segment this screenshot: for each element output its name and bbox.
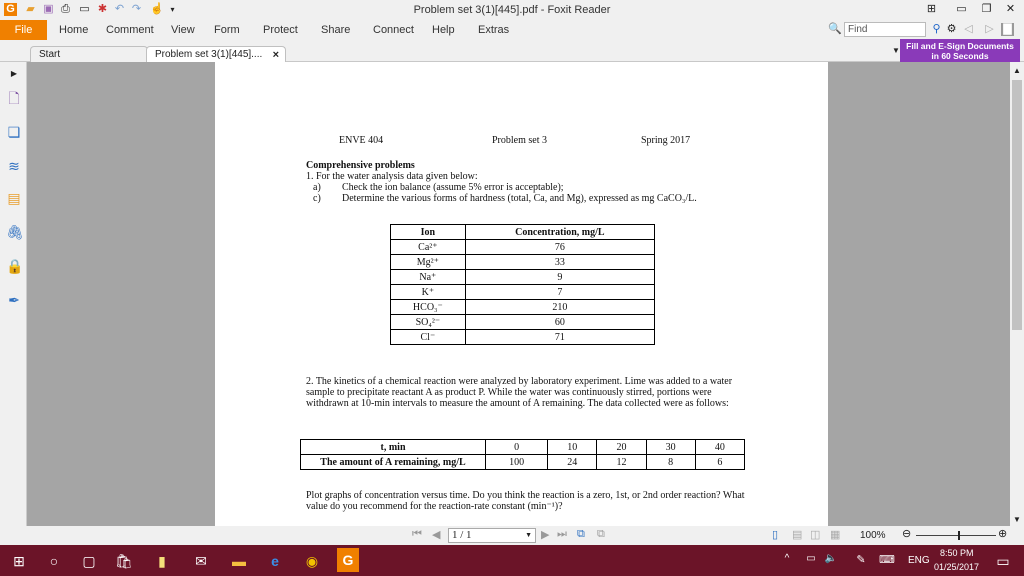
table-cell: 71 <box>465 330 654 345</box>
table-cell: 24 <box>548 455 597 470</box>
tab-document[interactable] <box>146 46 286 62</box>
continuous-facing-icon[interactable]: ▦ <box>830 529 841 541</box>
menu-connect[interactable]: Connect <box>373 24 414 36</box>
menu-comment[interactable]: Comment <box>106 24 154 36</box>
battery-icon[interactable]: ▭ <box>806 553 816 564</box>
back-icon[interactable]: ◁ <box>964 23 973 35</box>
menu-protect[interactable]: Protect <box>263 24 298 36</box>
save-icon[interactable]: ▣ <box>43 3 54 15</box>
zoom-out-icon[interactable]: ⊖ <box>902 528 912 540</box>
table-cell: SO₄²⁻ <box>391 315 466 330</box>
language-indicator[interactable]: ENG <box>908 555 930 566</box>
table-cell: 12 <box>597 455 646 470</box>
item-a-text: Check the ion balance (assume 5% error is acceptable); <box>342 182 564 193</box>
bookmark-icon[interactable]: 🗋 <box>8 90 20 106</box>
foxit-taskbar-icon[interactable]: G <box>337 548 359 572</box>
tab-label: Start <box>39 49 61 60</box>
cortana-icon[interactable]: ○ <box>49 553 59 569</box>
page-dropdown-icon[interactable]: ▼ <box>525 531 532 539</box>
undo-icon[interactable]: ↶ <box>114 3 125 15</box>
expand-panel-icon[interactable]: ▶ <box>10 69 18 78</box>
semester: Spring 2017 <box>641 135 691 146</box>
menu-share[interactable]: Share <box>321 24 351 36</box>
table-cell: 9 <box>465 270 654 285</box>
table-cell: 7 <box>465 285 654 300</box>
table-cell: The amount of A remaining, mg/L <box>301 455 486 470</box>
menu-help[interactable]: Help <box>432 24 455 36</box>
next-view-icon[interactable]: ⧉ <box>597 528 605 540</box>
table-row <box>391 315 655 330</box>
keyboard-icon[interactable]: ⌨ <box>879 554 895 566</box>
column-header: Concentration, mg/L <box>465 225 654 240</box>
zoom-slider-handle[interactable] <box>958 531 960 540</box>
problem-1-text: 1. For the water analysis data given below: <box>306 171 478 182</box>
pdf-page <box>215 62 828 526</box>
item-c-text: Determine the various forms of hardness (total, Ca, and Mg), expressed as mg CaCO₃/L. <box>342 193 697 204</box>
table-cell: 100 <box>486 455 548 470</box>
mail-icon[interactable]: ✉ <box>195 553 207 569</box>
first-page-icon[interactable]: ⏮ <box>412 528 422 540</box>
table-row <box>301 440 745 455</box>
email-icon[interactable]: ▭ <box>79 3 90 15</box>
section-heading: Comprehensive problems <box>306 160 415 171</box>
taskbar <box>0 545 1024 576</box>
task-view-icon[interactable]: ▢ <box>82 553 96 569</box>
clock-time[interactable]: 8:50 PM <box>940 548 974 558</box>
table-cell: Ca²⁺ <box>391 240 466 255</box>
gear-icon[interactable]: ⚙ <box>946 23 957 35</box>
tab-bar <box>0 40 1024 62</box>
security-lock-icon[interactable]: 🔒 <box>6 258 24 274</box>
promo-banner[interactable] <box>900 39 1020 62</box>
table-cell: 10 <box>548 440 597 455</box>
tab-list-dropdown-icon[interactable]: ▼ <box>892 46 900 55</box>
file-explorer-icon[interactable]: ▬ <box>232 553 246 569</box>
windows-start-icon[interactable]: ⊞ <box>13 553 25 569</box>
table-cell: 8 <box>646 455 695 470</box>
zoom-in-icon[interactable]: ⊕ <box>998 528 1008 540</box>
page-number-input[interactable] <box>448 528 536 543</box>
prev-page-icon[interactable]: ◀ <box>432 529 441 541</box>
kinetics-table <box>300 439 745 470</box>
continuous-icon[interactable]: ▤ <box>792 529 803 541</box>
problem-2-text: 2. The kinetics of a chemical reaction were analyzed by laboratory experiment. Lime was added to a water sample to precipitate reactant A as product P. While the water was continuously stirred, portions were withdrawn at 10-min intervals to measure the amount of A remaining. The data collected were as follows: <box>306 376 733 409</box>
open-icon[interactable]: ▰ <box>26 3 35 15</box>
table-row <box>391 240 655 255</box>
ion-table <box>390 224 655 345</box>
title-bar <box>0 0 1024 20</box>
table-row <box>391 285 655 300</box>
forward-icon[interactable]: ▷ <box>985 23 994 35</box>
signature-icon[interactable]: ✒ <box>8 292 20 308</box>
navigation-panel <box>0 62 27 526</box>
table-header-row <box>391 225 655 240</box>
minimize-button[interactable]: ▭ <box>956 3 967 15</box>
table-cell: 210 <box>465 300 654 315</box>
table-cell: 6 <box>695 455 744 470</box>
table-cell: Na⁺ <box>391 270 466 285</box>
table-row <box>391 270 655 285</box>
chrome-icon[interactable]: ◉ <box>305 553 319 569</box>
single-page-icon[interactable]: ▯ <box>772 529 779 541</box>
column-header: Ion <box>391 225 466 240</box>
course-code: ENVE 404 <box>339 135 384 146</box>
search-folder-icon[interactable]: 🔍 <box>828 23 842 35</box>
table-cell: 0 <box>486 440 548 455</box>
menu-extras[interactable]: Extras <box>478 24 510 36</box>
volume-icon[interactable]: 🔈 <box>824 553 838 564</box>
layers-icon[interactable]: ≋ <box>8 158 20 174</box>
table-cell: t, min <box>301 440 486 455</box>
restore-button[interactable]: ❐ <box>981 3 992 15</box>
sticky-notes-icon[interactable]: ▮ <box>158 553 166 569</box>
table-row <box>391 255 655 270</box>
table-cell: 76 <box>465 240 654 255</box>
edge-icon[interactable]: e <box>271 553 279 569</box>
table-cell: 30 <box>646 440 695 455</box>
table-cell: Mg²⁺ <box>391 255 466 270</box>
print-icon[interactable]: ⎙ <box>61 3 70 15</box>
table-cell: K⁺ <box>391 285 466 300</box>
show-hidden-icons[interactable]: ^ <box>784 553 790 564</box>
window-title: Problem set 3(1)[445].pdf - Foxit Reader <box>413 4 611 16</box>
problem-2-question: Plot graphs of concentration versus time. Do you think the reaction is a zero, 1st, or 2nd order reaction? What value do you recommend for the reaction-rate constant (min⁻¹)? <box>306 490 745 512</box>
new-icon[interactable]: ✱ <box>97 3 108 15</box>
foxit-logo-icon[interactable]: G <box>4 3 17 16</box>
table-cell: 20 <box>597 440 646 455</box>
store-icon[interactable]: 🛍 <box>115 553 133 569</box>
table-row <box>301 455 745 470</box>
menu-form[interactable]: Form <box>214 24 240 36</box>
item-a-label: a) <box>313 182 321 193</box>
hand-tool-icon[interactable]: ☝ <box>150 3 164 15</box>
table-row <box>391 330 655 345</box>
page-number: 1 / 1 <box>452 529 472 541</box>
tab-close-icon[interactable]: × <box>272 49 279 61</box>
scroll-down-icon[interactable]: ▼ <box>1013 515 1021 524</box>
promo-line2: in 60 Seconds <box>931 51 989 61</box>
ribbon-toggle-icon[interactable]: ⊞ <box>926 3 937 15</box>
table-cell: Cl⁻ <box>391 330 466 345</box>
zoom-level[interactable]: 100% <box>860 530 886 541</box>
table-cell: HCO₃⁻ <box>391 300 466 315</box>
previous-view-icon[interactable]: ⧉ <box>577 528 585 540</box>
table-row <box>391 300 655 315</box>
customize-dropdown-icon[interactable]: ▾ <box>170 5 175 14</box>
zoom-slider[interactable] <box>916 535 996 536</box>
redo-icon[interactable]: ↷ <box>131 3 142 15</box>
promo-line1: Fill and E-Sign Documents <box>906 41 1014 51</box>
search-icon[interactable]: ⚲ <box>932 23 941 35</box>
last-page-icon[interactable]: ⏭ <box>557 528 567 540</box>
menu-home[interactable]: Home <box>59 24 89 36</box>
scroll-up-icon[interactable]: ▲ <box>1013 66 1021 75</box>
pen-icon[interactable]: ✎ <box>856 554 866 566</box>
clock-date[interactable]: 01/25/2017 <box>934 562 980 572</box>
facing-icon[interactable]: ◫ <box>810 529 821 541</box>
comments-icon[interactable]: ▤ <box>7 190 21 206</box>
user-icon[interactable]: ▇ <box>1001 23 1014 36</box>
table-cell: 33 <box>465 255 654 270</box>
notifications-icon[interactable]: ▭ <box>996 553 1010 569</box>
attachment-icon[interactable]: 🖇 <box>6 224 24 240</box>
item-c-label: c) <box>313 193 321 204</box>
find-input[interactable]: Find <box>844 22 926 37</box>
menu-file[interactable]: File <box>0 20 47 40</box>
status-bar <box>0 526 1024 545</box>
tab-label: Problem set 3(1)[445].... <box>155 49 263 60</box>
close-button[interactable]: ✕ <box>1005 3 1016 15</box>
table-cell: 60 <box>465 315 654 330</box>
scrollbar-thumb[interactable] <box>1012 80 1022 330</box>
next-page-icon[interactable]: ▶ <box>541 529 550 541</box>
menu-view[interactable]: View <box>171 24 195 36</box>
pages-icon[interactable]: ❏ <box>7 124 21 140</box>
table-cell: 40 <box>695 440 744 455</box>
tab-start[interactable] <box>30 46 148 62</box>
problem-set-title: Problem set 3 <box>492 135 547 146</box>
